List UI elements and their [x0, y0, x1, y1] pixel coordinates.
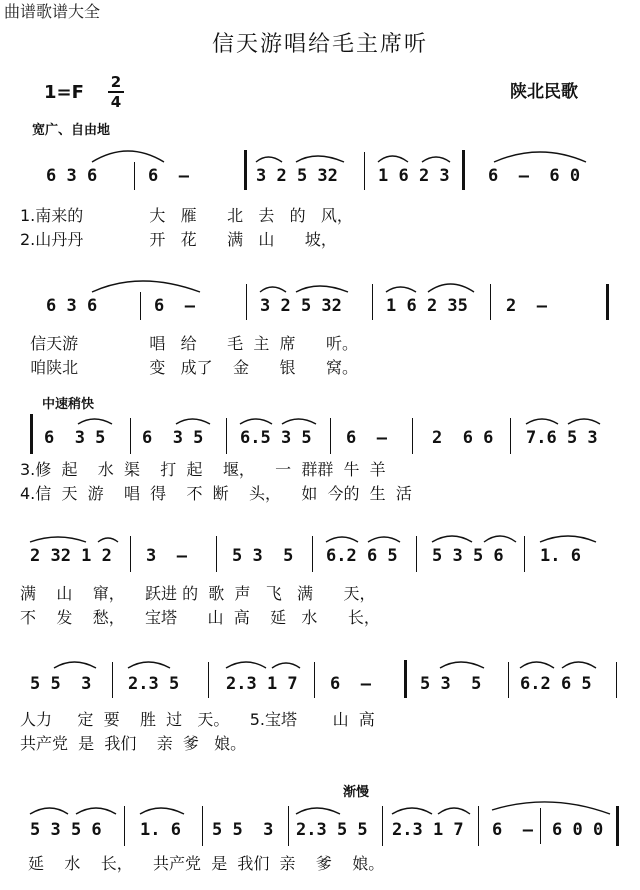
slur [296, 156, 344, 162]
notes-s4-m6: 1. 6 [540, 546, 581, 566]
notes-s4-m3: 5 3 5 [232, 546, 294, 566]
slur [568, 419, 600, 424]
time-signature-top: 2 [110, 73, 122, 91]
slur [562, 662, 596, 668]
notes-s6-m7: 6 0 0 [552, 820, 604, 840]
slur [378, 156, 408, 162]
slur [540, 536, 596, 542]
slur [386, 287, 416, 292]
lyric-s5-v1: 人力 定 要 胜 过 天。 5.宝塔 山 高 [20, 710, 375, 729]
notes-s2-m4: 1 6 2 35 [386, 296, 468, 316]
slur [368, 537, 400, 542]
slur [256, 157, 282, 162]
lyric-s1-v1: 1.南来的 大 雁 北 去 的 风， [20, 206, 353, 225]
site-watermark: 曲谱歌谱大全 [4, 2, 101, 21]
lyric-s2-v1: 信天游 唱 给 毛 主 席 听。 [20, 334, 359, 353]
slur [272, 663, 300, 668]
slur [260, 287, 286, 292]
notes-s3-m6: 7.6 5 3 [526, 428, 598, 448]
slur [296, 286, 348, 292]
song-title: 信天游唱给毛主席听 [211, 32, 428, 57]
notes-s1-m1: 6 3 6 [46, 166, 98, 186]
notes-s2-m1: 6 3 6 [46, 296, 98, 316]
notes-s5-m3: 2.3 1 7 [226, 674, 298, 694]
slur [492, 802, 610, 814]
slur [296, 808, 340, 814]
notes-s2-m5: 2 – [506, 296, 547, 316]
tempo-marking-1: 宽广、自由地 [32, 123, 111, 138]
slur [428, 284, 474, 292]
notes-s4-m5: 5 3 5 6 [432, 546, 504, 566]
notes-s6-m5: 2.3 1 7 [392, 820, 464, 840]
slur [76, 808, 116, 814]
notes-s3-m5: 2 6 6 [432, 428, 494, 448]
lyric-s1-v2: 2.山丹丹 开 花 满 山 坡， [20, 230, 337, 249]
slur [422, 157, 450, 162]
notes-s1-m2: 6 – [148, 166, 189, 186]
notes-s1-m4: 1 6 2 3 [378, 166, 450, 186]
song-origin: 陕北民歌 [510, 82, 578, 102]
slur [78, 419, 112, 424]
slur [440, 662, 484, 668]
notes-s5-m1: 5 5 3 [30, 674, 92, 694]
notes-s5-m5: 5 3 5 [420, 674, 482, 694]
notes-s3-m4: 6 – [346, 428, 387, 448]
notes-s3-m2: 6 3 5 [142, 428, 204, 448]
slur [392, 808, 432, 814]
lyric-s6-v1: 延 水 长， 共产党 是 我们 亲 爹 娘。 [28, 854, 385, 873]
slur [282, 419, 316, 424]
notes-s4-m1: 2 32 1 2 [30, 546, 112, 566]
notes-s3-m1: 6 3 5 [44, 428, 106, 448]
notes-s6-m6: 6 – [492, 820, 533, 840]
slur [30, 537, 86, 542]
slur [226, 662, 266, 668]
key-signature: 1=F [44, 82, 84, 103]
slur [326, 537, 358, 542]
slur [54, 662, 96, 668]
slur [92, 151, 164, 162]
slur [92, 281, 200, 292]
notes-s6-m4: 2.3 5 5 [296, 820, 368, 840]
notes-s1-m3: 3 2 5 32 [256, 166, 338, 186]
notes-s4-m2: 3 – [146, 546, 187, 566]
slur [432, 536, 472, 542]
slur [128, 662, 170, 668]
lyric-s3-v1: 3.修 起 水 渠 打 起 堰， 一 群群 牛 羊 [20, 460, 386, 479]
slur [484, 536, 516, 542]
slur [140, 808, 184, 814]
slur [494, 152, 586, 162]
slur [176, 419, 210, 424]
notes-s5-m4: 6 – [330, 674, 371, 694]
slur [240, 419, 272, 424]
notes-s4-m4: 6.2 6 5 [326, 546, 398, 566]
slur [98, 538, 118, 542]
lyric-s5-v2: 共产党 是 我们 亲 爹 娘。 [20, 734, 247, 753]
notes-s3-m3: 6.5 3 5 [240, 428, 312, 448]
notes-s2-m3: 3 2 5 32 [260, 296, 342, 316]
slur [526, 419, 558, 424]
time-signature-bottom: 4 [110, 93, 122, 111]
lyric-s2-v2: 咱陕北 变 成了 金 银 窝。 [20, 358, 359, 377]
lyric-s4-v1: 满 山 窜， 跃进 的 歌 声 飞 满 天， [20, 584, 376, 603]
tempo-marking-3: 中速稍快 [42, 397, 95, 412]
lyric-s3-v2: 4.信 天 游 唱 得 不 断 头， 如 今的 生 活 [20, 484, 412, 503]
notes-s5-m2: 2.3 5 [128, 674, 180, 694]
notes-s6-m3: 5 5 3 [212, 820, 274, 840]
slur [30, 808, 68, 814]
tempo-marking-6: 渐慢 [343, 785, 370, 800]
notes-s6-m2: 1. 6 [140, 820, 181, 840]
notes-s2-m2: 6 – [154, 296, 195, 316]
notes-s5-m6: 6.2 6 5 [520, 674, 592, 694]
slur [438, 808, 470, 814]
slur [520, 662, 554, 668]
notes-s1-m5: 6 – 6 0 [488, 166, 581, 186]
notes-s6-m1: 5 3 5 6 [30, 820, 102, 840]
lyric-s4-v2: 不 发 愁， 宝塔 山 高 延 水 长， [20, 608, 380, 627]
